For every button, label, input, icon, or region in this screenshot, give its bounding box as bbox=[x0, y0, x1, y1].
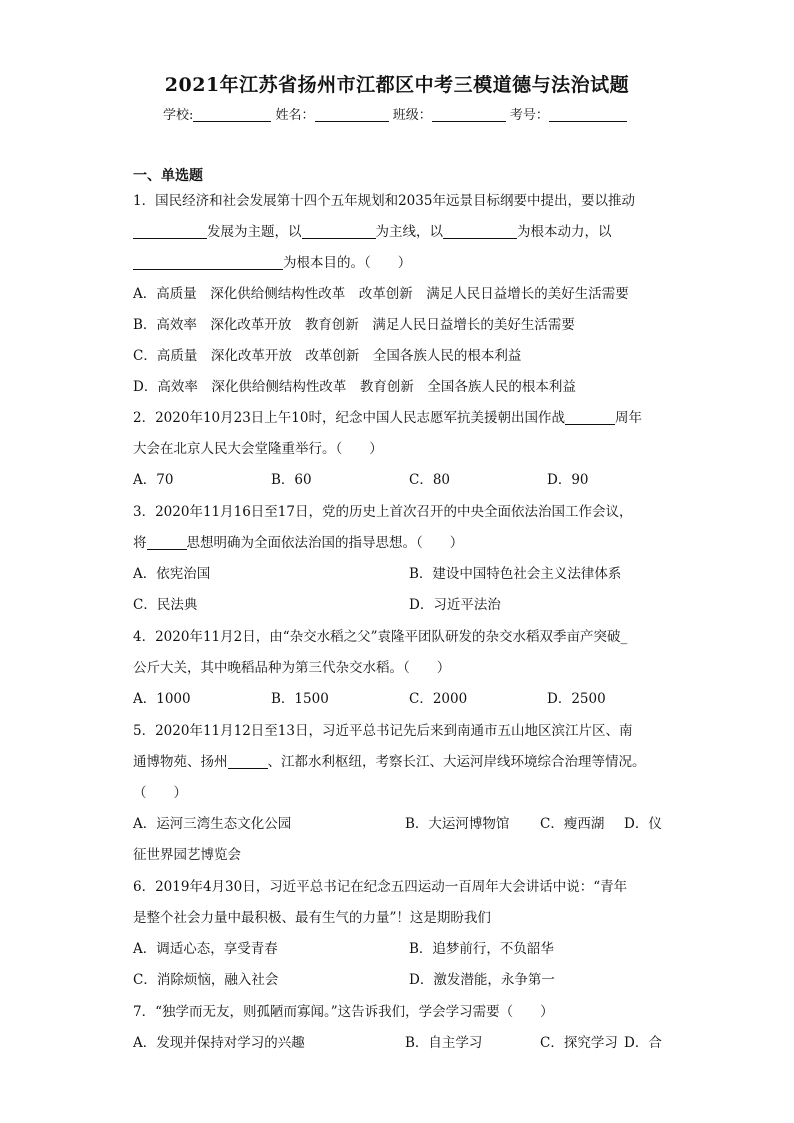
q1-stem-line2 bbox=[133, 222, 612, 242]
q2-stem-line2: 大会在北京人民大会堂隆重举行。（ ） bbox=[133, 441, 383, 457]
q3-option-a[interactable]: A．依宪治国 bbox=[133, 566, 211, 582]
q1-blank-1 bbox=[133, 223, 207, 239]
q5-option-d-continued[interactable]: 征世界园艺博览会 bbox=[133, 847, 241, 863]
q5-text-a: 通博物苑、扬州 bbox=[133, 754, 228, 770]
q1-text-c: 为根本动力，以 bbox=[517, 224, 612, 240]
q5-stem-line3: （ ） bbox=[133, 785, 187, 801]
q2-option-d[interactable]: D．90 bbox=[547, 472, 589, 488]
q2-option-a[interactable]: A．70 bbox=[133, 472, 174, 488]
q2-stem-line1 bbox=[133, 408, 642, 428]
q5-blank bbox=[228, 753, 268, 769]
section-heading: 一、单选题 bbox=[133, 168, 203, 184]
q3-text-b: 思想明确为全面依法治国的指导思想。（ ） bbox=[186, 535, 464, 551]
school-label: 学校: bbox=[163, 108, 194, 123]
q6-option-b[interactable]: B．追梦前行，不负韶华 bbox=[409, 941, 554, 957]
q5-stem-line1: 5．2020年11月12日至13日，习近平总书记先后来到南通市五山地区滨江片区、南 bbox=[133, 723, 633, 739]
q3-option-c[interactable]: C．民法典 bbox=[133, 597, 198, 613]
q1-text-d: 为根本目的。（ ） bbox=[283, 255, 412, 271]
name-label: 姓名： bbox=[275, 108, 315, 123]
q4-stem-line2: 公斤大关，其中晚稻品种为第三代杂交水稻。（ ） bbox=[133, 660, 451, 676]
class-blank bbox=[432, 107, 506, 122]
exam-no-label: 考号： bbox=[509, 108, 549, 123]
q1-stem-line3 bbox=[133, 253, 411, 273]
q7-option-b[interactable]: B．自主学习 bbox=[405, 1035, 483, 1051]
q7-stem-line1: 7．“独学而无友，则孤陋而寡闻。”这告诉我们，学会学习需要（ ） bbox=[133, 1004, 554, 1020]
q5-option-c[interactable]: C．瘦西湖 bbox=[540, 816, 605, 832]
q1-option-d[interactable]: D．高效率 深化供给侧结构性改革 教育创新 全国各族人民的根本利益 bbox=[133, 379, 576, 395]
q1-text-b: 为主线，以 bbox=[375, 224, 443, 240]
q3-stem-line1: 3．2020年11月16日至17日，党的历史上首次召开的中央全面依法治国工作会议， bbox=[133, 504, 633, 520]
exam-no-blank bbox=[549, 107, 627, 122]
q2-option-c[interactable]: C．80 bbox=[409, 472, 451, 488]
q3-option-d[interactable]: D．习近平法治 bbox=[409, 597, 501, 613]
q5-option-d[interactable]: D．仪 bbox=[624, 816, 662, 832]
q7-option-a[interactable]: A．发现并保持对学习的兴趣 bbox=[133, 1035, 305, 1051]
page-title: 2021年江苏省扬州市江都区中考三模道德与法治试题 bbox=[164, 74, 630, 96]
q1-option-b[interactable]: B．高效率 深化改革开放 教育创新 满足人民日益增长的美好生活需要 bbox=[133, 317, 575, 333]
q1-blank-3 bbox=[443, 223, 517, 239]
q6-option-d[interactable]: D．激发潜能，永争第一 bbox=[409, 972, 555, 988]
school-blank bbox=[193, 107, 271, 122]
q4-option-d[interactable]: D．2500 bbox=[547, 691, 606, 707]
q1-blank-2 bbox=[302, 223, 376, 239]
q5-option-b[interactable]: B．大运河博物馆 bbox=[405, 816, 510, 832]
q2-blank bbox=[565, 409, 615, 425]
q3-text-a: 将 bbox=[133, 535, 147, 551]
q6-option-c[interactable]: C．消除烦恼，融入社会 bbox=[133, 972, 279, 988]
q1-option-a[interactable]: A．高质量 深化供给侧结构性改革 改革创新 满足人民日益增长的美好生活需要 bbox=[133, 286, 629, 302]
q4-option-a[interactable]: A．1000 bbox=[133, 691, 191, 707]
q3-blank bbox=[147, 534, 187, 550]
q1-text-a: 发展为主题，以 bbox=[207, 224, 302, 240]
q5-text-b: 、江都水利枢纽，考察长江、大运河岸线环境综合治理等情况。 bbox=[267, 754, 646, 770]
q2-text-a: 2．2020年10月23日上午10时，纪念中国人民志愿军抗美援朝出国作战 bbox=[133, 410, 565, 426]
q1-stem-line1: 1．国民经济和社会发展第十四个五年规划和2035年远景目标纲要中提出，要以推动 bbox=[133, 193, 635, 209]
class-label: 班级： bbox=[392, 108, 432, 123]
q6-stem-line2: 是整个社会力量中最积极、最有生气的力量”！这是期盼我们 bbox=[133, 910, 491, 926]
q2-text-b: 周年 bbox=[614, 410, 642, 426]
q2-option-b[interactable]: B．60 bbox=[271, 472, 312, 488]
student-info-row bbox=[163, 104, 627, 123]
q6-option-a[interactable]: A．调适心态，享受青春 bbox=[133, 941, 278, 957]
q7-option-d[interactable]: D．合 bbox=[624, 1035, 662, 1051]
q1-option-c[interactable]: C．高质量 深化改革开放 改革创新 全国各族人民的根本利益 bbox=[133, 348, 522, 364]
q3-option-b[interactable]: B．建设中国特色社会主义法律体系 bbox=[409, 566, 622, 582]
q5-stem-line2 bbox=[133, 752, 646, 772]
q4-stem-line1: 4．2020年11月2日，由“杂交水稻之父”袁隆平团队研发的杂交水稻双季亩产突破_ bbox=[133, 629, 628, 645]
q1-blank-4 bbox=[133, 254, 283, 270]
q3-stem-line2 bbox=[133, 533, 463, 553]
name-blank bbox=[315, 107, 389, 122]
q7-option-c[interactable]: C．探究学习 bbox=[540, 1035, 618, 1051]
q4-option-c[interactable]: C．2000 bbox=[409, 691, 468, 707]
q4-option-b[interactable]: B．1500 bbox=[271, 691, 329, 707]
q5-option-a[interactable]: A．运河三湾生态文化公园 bbox=[133, 816, 292, 832]
q6-stem-line1: 6．2019年4月30日，习近平总书记在纪念五四运动一百周年大会讲话中说：“青年 bbox=[133, 879, 628, 895]
